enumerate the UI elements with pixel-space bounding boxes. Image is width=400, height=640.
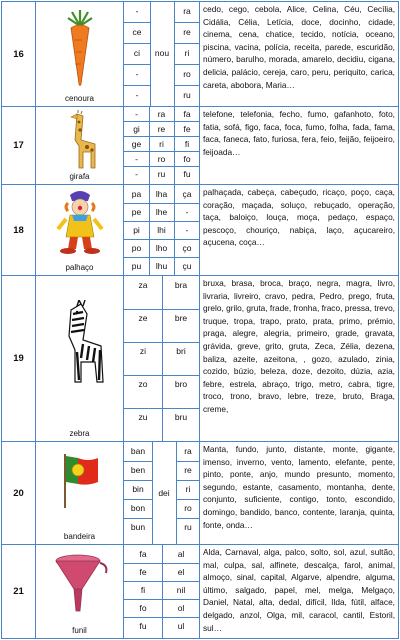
syllable-left: za [138, 280, 148, 290]
image-label: palhaço [65, 263, 94, 272]
image-label: funil [72, 626, 87, 635]
syllable-left: zu [138, 412, 148, 422]
syllable-right: fa [183, 109, 191, 119]
table-row-20 [2, 442, 398, 545]
syllable-right: ra [184, 446, 192, 456]
syllable-left: pu [131, 261, 142, 271]
syllable-middle: dei [158, 488, 170, 498]
syllable-left: ci [133, 48, 141, 58]
word-list: Alda, Carnaval, alga, palco, solto, sol, azul, sultão, mal, culpa, sal, alfinete, descalça, farol, animal, almoço, sinal, capital, Algarve, alpendre, alguma, último, salgado, papel, mel, melga, Melgaço, Daniel, Natal, alta, dedal, difícil, Ilda, fútil, alface, delgado, anzol, Olga, mil, caracol, cantil, Estoril, sul… [203, 547, 395, 633]
syllable-right: ru [183, 90, 191, 100]
syllable-middle: ru [157, 169, 166, 179]
syllable-left: bon [130, 503, 146, 513]
syllable-middle: ra [157, 109, 166, 119]
row-number: 21 [2, 545, 36, 638]
syllable-left: zo [138, 379, 148, 389]
syllable-left: - [135, 169, 138, 179]
syllable-left: bun [130, 522, 146, 532]
syllable-right: re [183, 27, 191, 37]
syllable-right: fe [183, 124, 191, 134]
syllable-right: - [185, 207, 189, 217]
clown-icon [36, 189, 123, 257]
syllable-right: ra [183, 6, 191, 16]
row-number: 17 [2, 107, 36, 184]
syllable-left: fi [140, 585, 146, 595]
syllable-left: ge [131, 139, 142, 149]
syllable-left: bin [132, 484, 144, 494]
image-label: cenoura [65, 94, 94, 103]
word-list: telefone, telefonia, fecho, fumo, gafanhoto, foto, fatia, sofá, figo, faca, foca, fumo, folha, fada, fama, faca, faneca, fato, furiosa, fera, feio, feijão, feijoeiro, feijoada… [203, 109, 395, 157]
carrot-icon [36, 8, 123, 88]
funnel-icon [36, 551, 123, 615]
syllable-left: po [131, 243, 142, 253]
syllable-middle: lho [155, 243, 168, 253]
syllable-grid [124, 185, 200, 275]
image-cell [36, 545, 124, 638]
syllable-left: ce [132, 27, 142, 37]
syllable-right: bre [174, 313, 188, 323]
syllable-grid [124, 545, 200, 638]
syllable-right: bro [174, 379, 188, 389]
image-cell [36, 2, 124, 106]
image-label: bandeira [63, 532, 96, 541]
word-list: palhaçada, cabeça, cabeçudo, ricaço, poço, caça, coração, maçada, soluço, rebuçado, operação, taça, baloiço, louça, moça, pedaço, espaço, pescoço, chouriço, nabiça, laço, açucareiro, açucena, coça… [203, 187, 395, 248]
syllable-middle: lhu [155, 261, 168, 271]
image-cell [36, 185, 124, 275]
syllable-right: ça [182, 189, 192, 199]
syllable-right: bru [174, 412, 188, 422]
syllable-right: fu [183, 169, 191, 179]
table-row-21 [2, 545, 398, 638]
syllable-right: nil [176, 585, 186, 595]
syllable-left: pa [131, 189, 142, 199]
syllable-middle: lhe [155, 207, 168, 217]
syllable-grid [124, 2, 200, 106]
syllable-middle: lha [155, 189, 168, 199]
syllable-grid [124, 442, 200, 544]
image-cell [36, 442, 124, 544]
image-cell [36, 107, 124, 184]
syllable-right: ro [184, 503, 192, 513]
row-number: 19 [2, 276, 36, 441]
row-number: 16 [2, 2, 36, 106]
syllable-left: - [135, 90, 139, 100]
syllable-right: fi [184, 139, 190, 149]
syllable-right: çu [182, 261, 192, 271]
syllable-right: ri [184, 48, 190, 58]
syllable-left: ban [130, 446, 146, 456]
table-row-19 [2, 276, 398, 442]
syllable-left: - [135, 6, 139, 16]
giraffe-icon [36, 110, 123, 170]
table-row-18 [2, 185, 398, 276]
syllable-left: zi [139, 346, 147, 356]
syllable-left: pe [131, 207, 142, 217]
syllable-left: fe [139, 567, 147, 577]
syllable-right: el [177, 567, 185, 577]
syllable-left: fa [139, 549, 147, 559]
word-list: cedo, cego, cebola, Alice, Celina, Céu, Cecília, Cidália, Célia, Letícia, doce, docinho, cidade, cinema, cena, chatice, tecido, notícia, oceano, piscina, vacina, polícia, receita, parede, escuridão, número, barulho, morada, amarelo, decidiu, cigana, delicia, palácio, cereja, caro, peru, periquito, carica, careta, abobora, Maria… [203, 4, 395, 90]
syllable-middle: ro [157, 154, 166, 164]
syllable-grid [124, 107, 200, 184]
image-label: zebra [69, 429, 90, 438]
syllable-right: bri [176, 346, 186, 356]
syllable-left: pi [133, 225, 140, 235]
word-list: Manta, fundo, junto, distante, monte, gigante, imenso, inverno, vento, lamento, elefante, pente, pinto, ponte, anjo, mundo presunto, momento, segundo, estante, casamento, montanha, dente, conjunto, suficiente, contigo, tonto, escondido, domingo, bandido, banco, contente, laranja, quinta, fonte, onda… [203, 444, 395, 530]
syllable-left: fo [139, 603, 147, 613]
row-number: 20 [2, 442, 36, 544]
syllable-right: ru [184, 522, 192, 532]
table-row-16 [2, 2, 398, 107]
syllable-right: - [185, 225, 189, 235]
syllable-left: - [135, 154, 138, 164]
syllable-middle: nou [154, 48, 170, 58]
image-cell [36, 276, 124, 441]
syllable-right: fo [183, 154, 191, 164]
syllable-right: ri [185, 484, 191, 494]
word-list: bruxa, brasa, broca, braço, negra, magra, livro, livraria, livreiro, cravo, pedra, Pedro, prego, fruta, grelo, grilo, gruta, frade, fronha, fraco, pressa, trevo, truque, tropa, trapo, prato, prata, primo, prémio, praga, alegre, alegria, primeiro, grade, gravata, grávida, greve, grito, gruta, Zeca, Zélia, dezena, baliza, azeite, azeitona, , gozo, azulado, zinia, cozido, búzio, beleza, doze, dezoito, dúzia, azia, febre, estrela, abraço, trigo, metro, cabra, tigre, troco, trono, bravo, lebre, treze, bruto, Braga, creme, [203, 278, 395, 414]
table-row-17 [2, 107, 398, 185]
syllable-right: bra [174, 280, 188, 290]
row-number: 18 [2, 185, 36, 275]
syllable-right: ro [183, 69, 191, 79]
syllable-left: gi [133, 124, 140, 134]
syllable-left: - [135, 69, 139, 79]
syllable-middle: re [157, 124, 166, 134]
zebra-icon [36, 300, 123, 390]
syllable-grid [124, 276, 200, 441]
syllable-left: fu [139, 621, 147, 631]
syllable-right: ço [182, 243, 192, 253]
image-label: girafa [69, 172, 90, 181]
syllable-middle: lhi [157, 225, 166, 235]
syllable-right: re [184, 465, 192, 475]
flag-icon [36, 450, 123, 510]
syllable-left: - [135, 109, 138, 119]
syllable-middle: ri [159, 139, 164, 149]
syllable-left: ben [130, 465, 146, 475]
syllable-table [1, 1, 399, 639]
syllable-right: ol [177, 603, 185, 613]
syllable-right: al [177, 549, 185, 559]
syllable-right: ul [177, 621, 185, 631]
syllable-left: ze [138, 313, 148, 323]
